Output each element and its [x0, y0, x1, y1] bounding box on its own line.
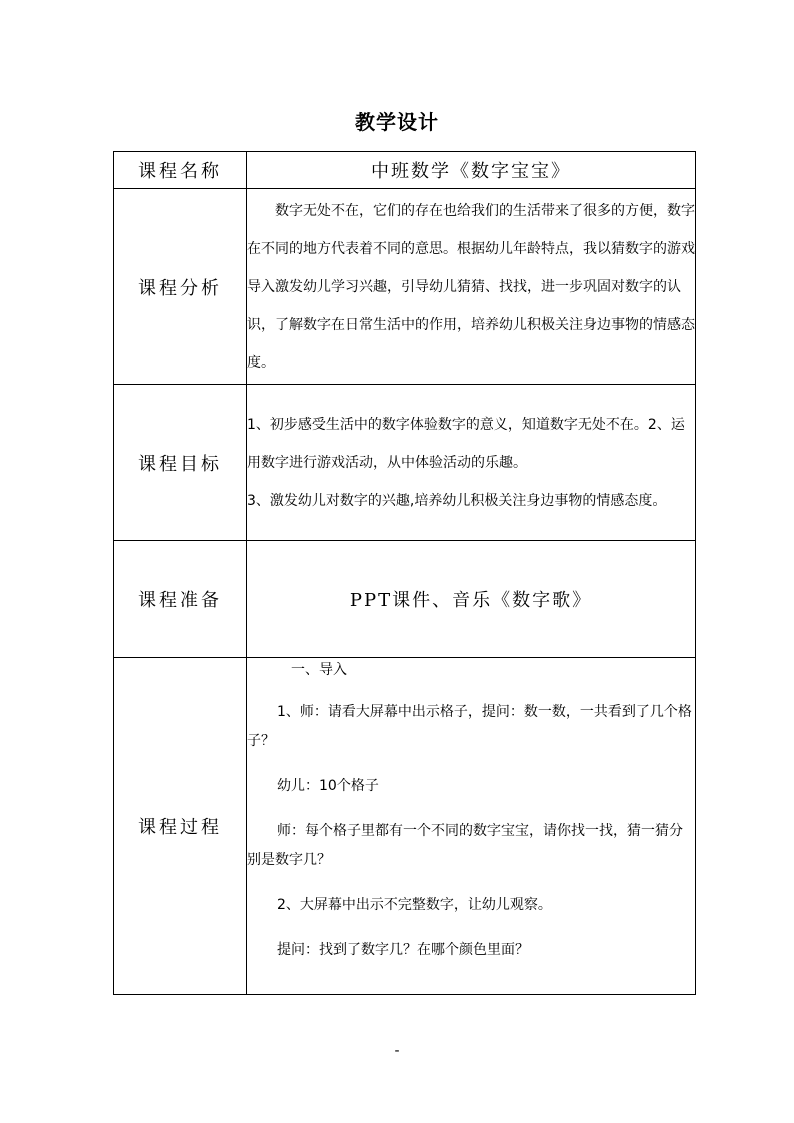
process-paragraph-4: 2、大屏幕中出示不完整数字，让幼儿观察。: [277, 897, 552, 913]
row-course-goals: [114, 385, 696, 541]
course-prep-value: PPT课件、音乐《数字歌》: [247, 541, 696, 658]
process-paragraph-1: 1、师：请看大屏幕中出示格子，提问：数一数，一共看到了几个格子？: [247, 704, 692, 749]
row-course-name: [114, 152, 696, 189]
course-analysis-label: 课程分析: [114, 189, 247, 385]
page-footer-mark: -: [394, 1043, 400, 1059]
course-goals-label: 课程目标: [114, 385, 247, 541]
course-process-cell: [247, 658, 696, 995]
course-process-label: 课程过程: [114, 658, 247, 995]
process-paragraph-2: 幼儿：10个格子: [277, 778, 379, 794]
course-prep-label: 课程准备: [114, 541, 247, 658]
lesson-plan-table: [113, 151, 696, 995]
row-course-analysis: [114, 189, 696, 385]
process-paragraph-3: 师：每个格子里都有一个不同的数字宝宝，请你找一找，猜一猜分别是数字几？: [247, 823, 683, 868]
course-analysis-text: 数字无处不在，它们的存在也给我们的生活带来了很多的方便，数字在不同的地方代表着不同的意思。根据幼儿年龄特点，我以猜数字的游戏导入激发幼儿学习兴趣，引导幼儿猜猜、找找，进一步巩固对数字的认识，了解数字在日常生活中的作用，培养幼儿积极关注身边事物的情感态度。: [247, 189, 696, 385]
goal-text-2: 3、激发幼儿对数字的兴趣,培养幼儿积极关注身边事物的情感态度。: [247, 492, 667, 509]
document-title: 教学设计: [355, 110, 439, 134]
process-heading: 一、导入: [291, 662, 347, 678]
course-goals-cell: [247, 385, 696, 541]
goal-text-1: 1、初步感受生活中的数字体验数字的意义，知道数字无处不在。2、运用数字进行游戏活动，从中体验活动的乐趣。: [247, 416, 685, 471]
row-course-process: [114, 658, 696, 995]
process-paragraph-5: 提问：找到了数字几？在哪个颜色里面？: [277, 942, 529, 958]
course-name-value: 中班数学《数字宝宝》: [247, 152, 696, 189]
row-course-prep: [114, 541, 696, 658]
course-name-label: 课程名称: [114, 152, 247, 189]
